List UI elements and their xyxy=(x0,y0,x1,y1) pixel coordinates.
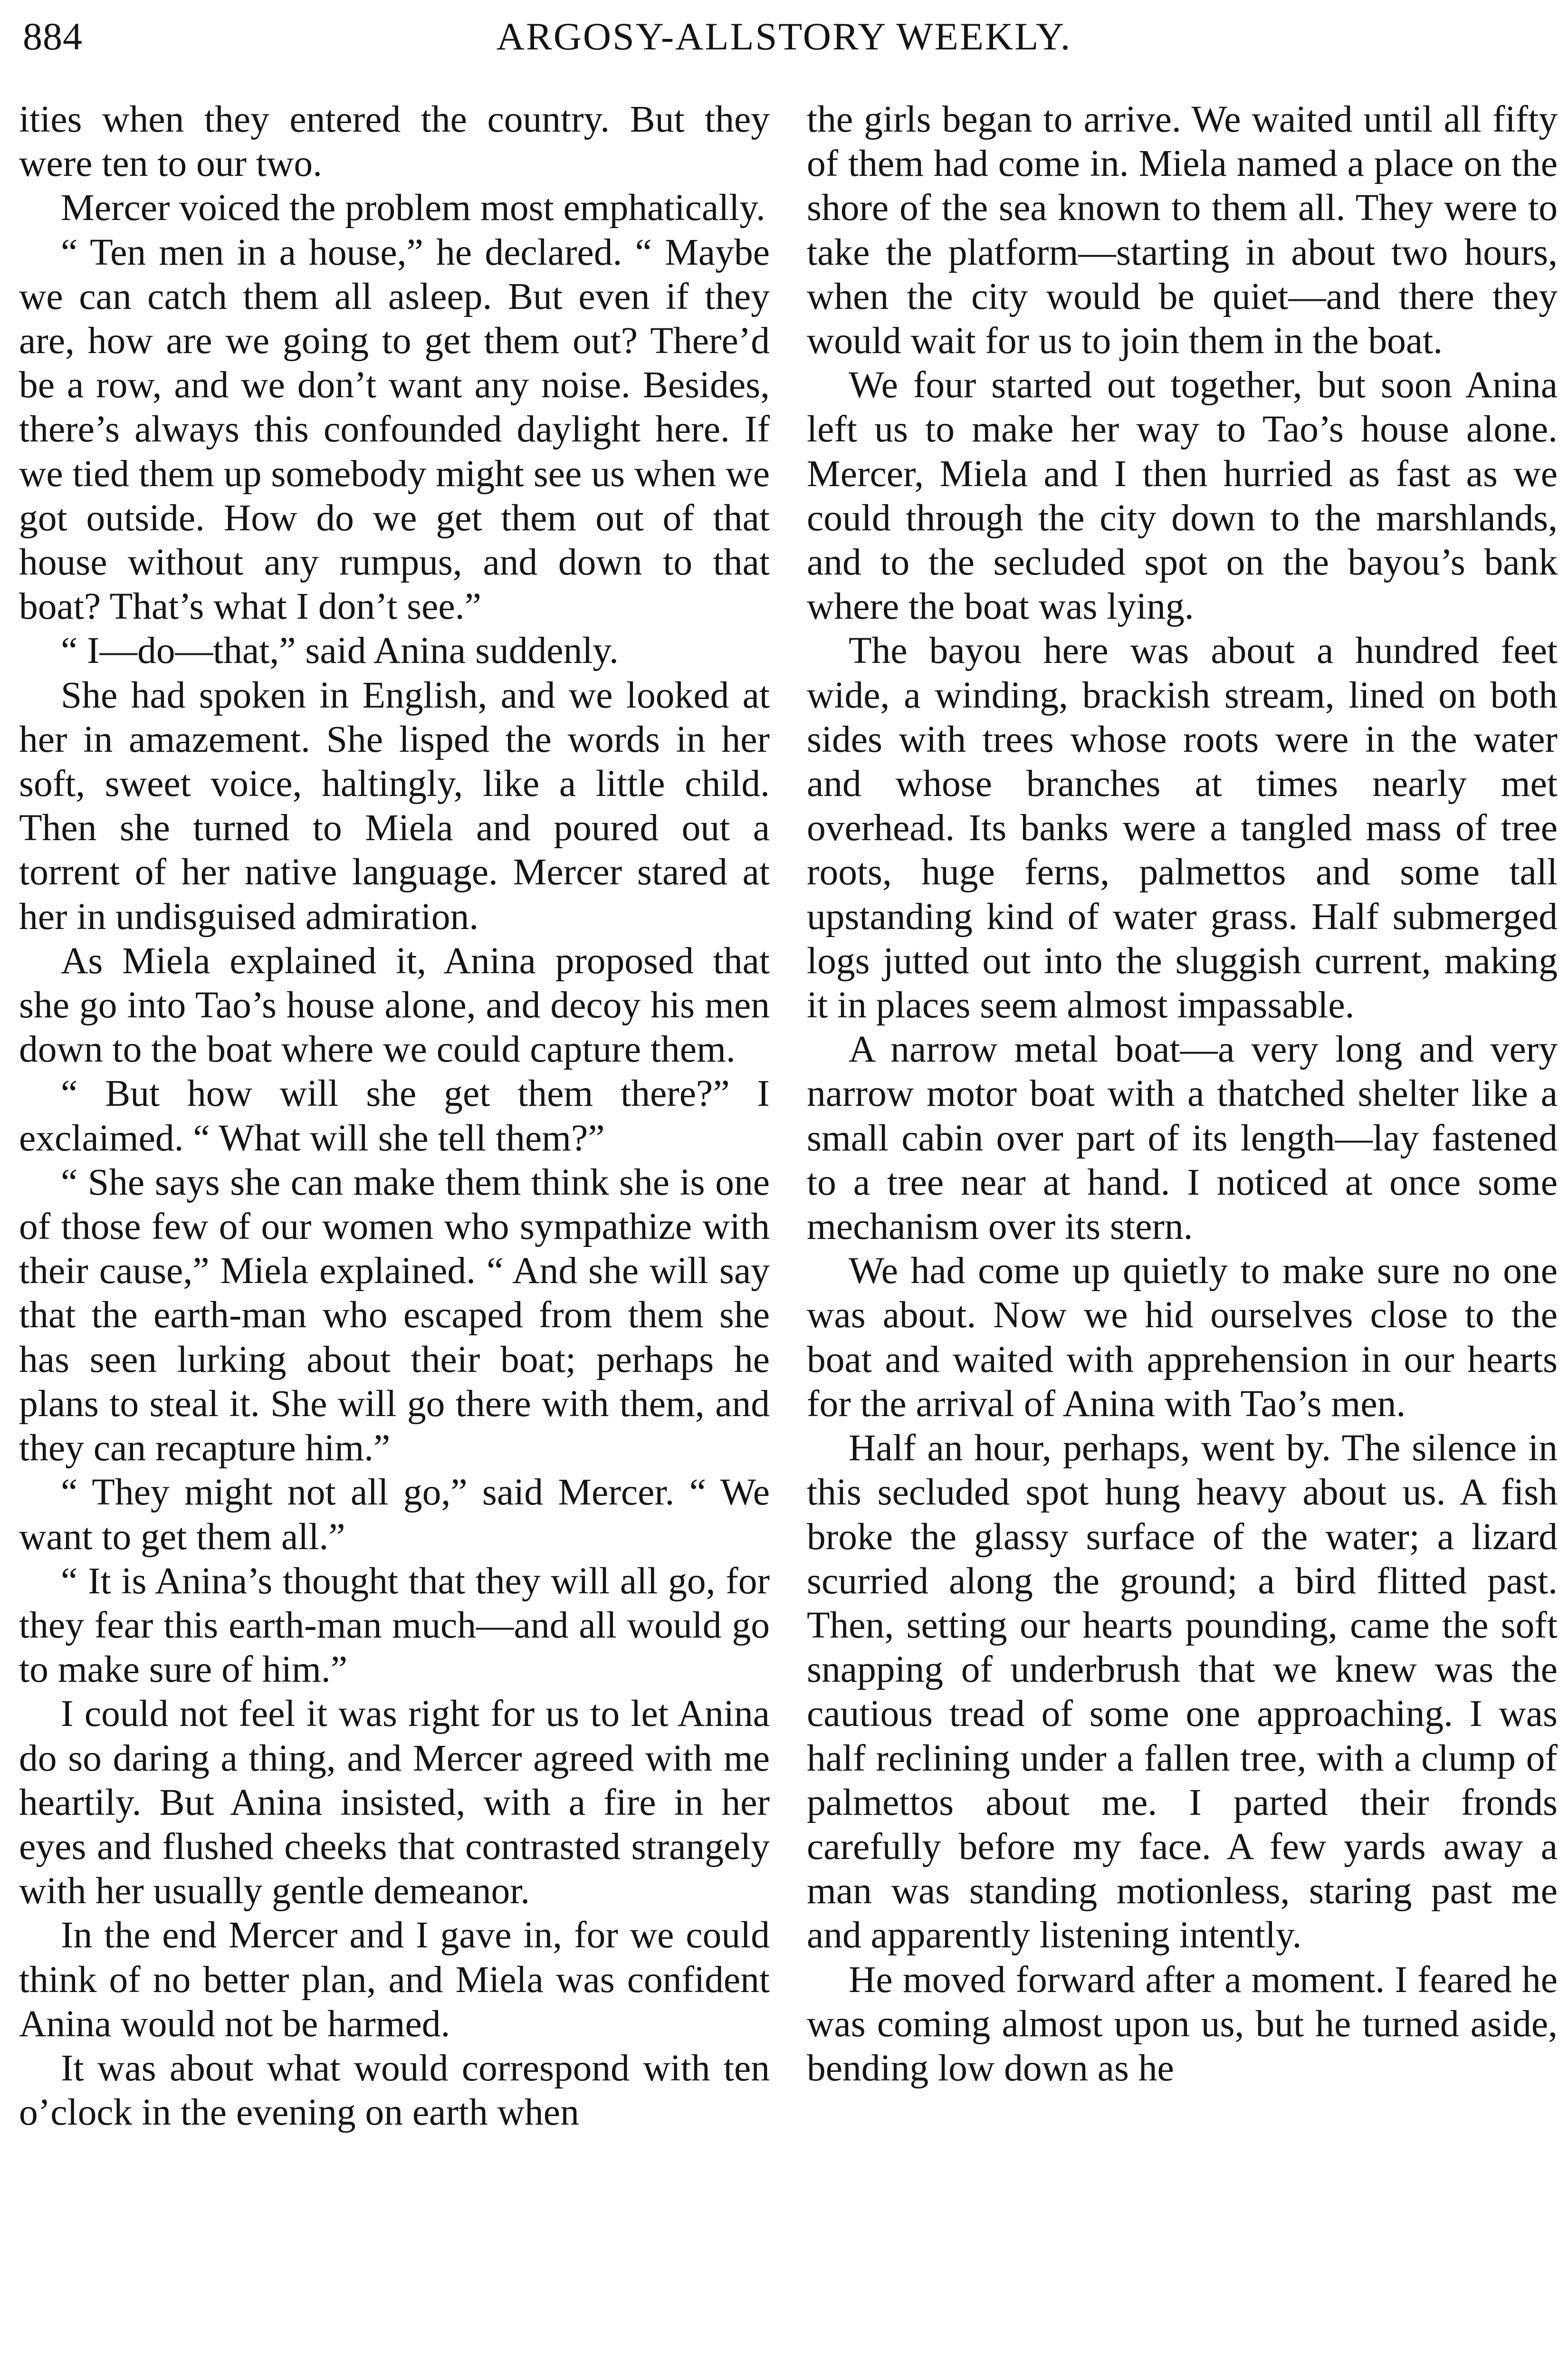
paragraph: “ I—do—that,” said Anina suddenly. xyxy=(61,630,619,672)
paragraph: “ She says she can make them think she is one of those few of our women who sympathize with their cause,” Miela explained. “ And she will say that the earth-man who escaped from them she has seen lurking about their boat; perhaps he plans to steal it. She will go there with them, and they can recapture him.” xyxy=(19,1161,770,1469)
paragraph: She had spoken in English, and we looked at her in amazement. She lisped the words in her soft, sweet voice, haltingly, like a little child. Then she turned to Miela and poured out a torrent of her native language. Mercer stared at her in undisguised admiration. xyxy=(19,674,770,938)
paragraph: “ It is Anina’s thought that they will all go, for they fear this earth-man much—and all would go to make sure of him.” xyxy=(19,1560,770,1691)
paragraph: “ They might not all go,” said Mercer. “ We want to get them all.” xyxy=(19,1471,770,1558)
paragraph: We four started out together, but soon Anina left us to make her way to Tao’s house alone. Mercer, Miela and I then hurried as fast as we could through the city down to the marshlands, and to the secluded spot on the bayou’s bank where the boat was lying. xyxy=(807,364,1558,628)
paragraph: ities when they entered the country. But they were ten to our two. xyxy=(19,98,770,185)
paragraph: He moved forward after a moment. I feared he was coming almost upon us, but he turned aside, bending low down as he xyxy=(807,1958,1558,2089)
paragraph: In the end Mercer and I gave in, for we could think of no better plan, and Miela was confident Anina would not be harmed. xyxy=(19,1914,770,2045)
paragraph: Half an hour, perhaps, went by. The silence in this secluded spot hung heavy about us. A fish broke the glassy surface of the water; a lizard scurried along the ground; a bird flitted past. Then, setting our hearts pounding, came the soft snapping of underbrush that we knew was the cautious tread of some one approaching. I was half reclining under a fallen tree, with a clump of palmettos about me. I parted their fronds carefully before my face. A few yards away a man was standing motionless, staring past me and apparently listening intently. xyxy=(807,1427,1558,1956)
paragraph: A narrow metal boat—a very long and very narrow motor boat with a thatched shelter like a small cabin over part of its length—lay fastened to a tree near at hand. I noticed at once some mechanism over its stern. xyxy=(807,1028,1558,1248)
paragraph: We had come up quietly to make sure no one was about. Now we hid ourselves close to the boat and waited with apprehension in our hearts for the arrival of Anina with Tao’s men. xyxy=(807,1250,1558,1425)
right-column xyxy=(807,97,1558,2090)
paragraph: The bayou here was about a hundred feet wide, a winding, brackish stream, lined on both sides with trees whose roots were in the water and whose branches at times nearly met overhead. Its banks were a tangled mass of tree roots, huge ferns, palmettos and some tall upstanding kind of water grass. Half submerged logs jutted out into the sluggish current, making it in places seem almost impassable. xyxy=(807,630,1558,1026)
paragraph: I could not feel it was right for us to let Anina do so daring a thing, and Mercer agreed with me heartily. But Anina insisted, with a fire in her eyes and flushed cheeks that contrasted strangely with her usually gentle demeanor. xyxy=(19,1693,770,1912)
running-head xyxy=(17,10,1551,67)
journal-title: ARGOSY-ALLSTORY WEEKLY. xyxy=(496,15,1072,58)
paragraph: the girls began to arrive. We waited until all fifty of them had come in. Miela named a place on the shore of the sea known to them all. They were to take the platform—starting in about two hours, when the city would be quiet—and there they would wait for us to join them in the boat. xyxy=(807,98,1558,362)
paragraph: “ But how will she get them there?” I exclaimed. “ What will she tell them?” xyxy=(19,1073,770,1159)
paragraph: As Miela explained it, Anina proposed that she go into Tao’s house alone, and decoy his men down to the boat where we could capture them. xyxy=(19,939,770,1071)
page-number: 884 xyxy=(23,15,83,58)
paragraph: “ Ten men in a house,” he declared. “ Maybe we can catch them all asleep. But even if they are, how are we going to get them out? There’d be a row, and we don’t want any noise. Besides, there’s always this confounded daylight here. If we tied them up somebody might see us when we got outside. How do we get them out of that house without any rumpus, and down to that boat? That’s what I don’t see.” xyxy=(19,231,770,628)
paragraph: Mercer voiced the problem most emphatically. xyxy=(61,187,765,229)
paragraph: It was about what would correspond with ten o’clock in the evening on earth when xyxy=(19,2047,770,2134)
left-column xyxy=(19,97,770,2135)
